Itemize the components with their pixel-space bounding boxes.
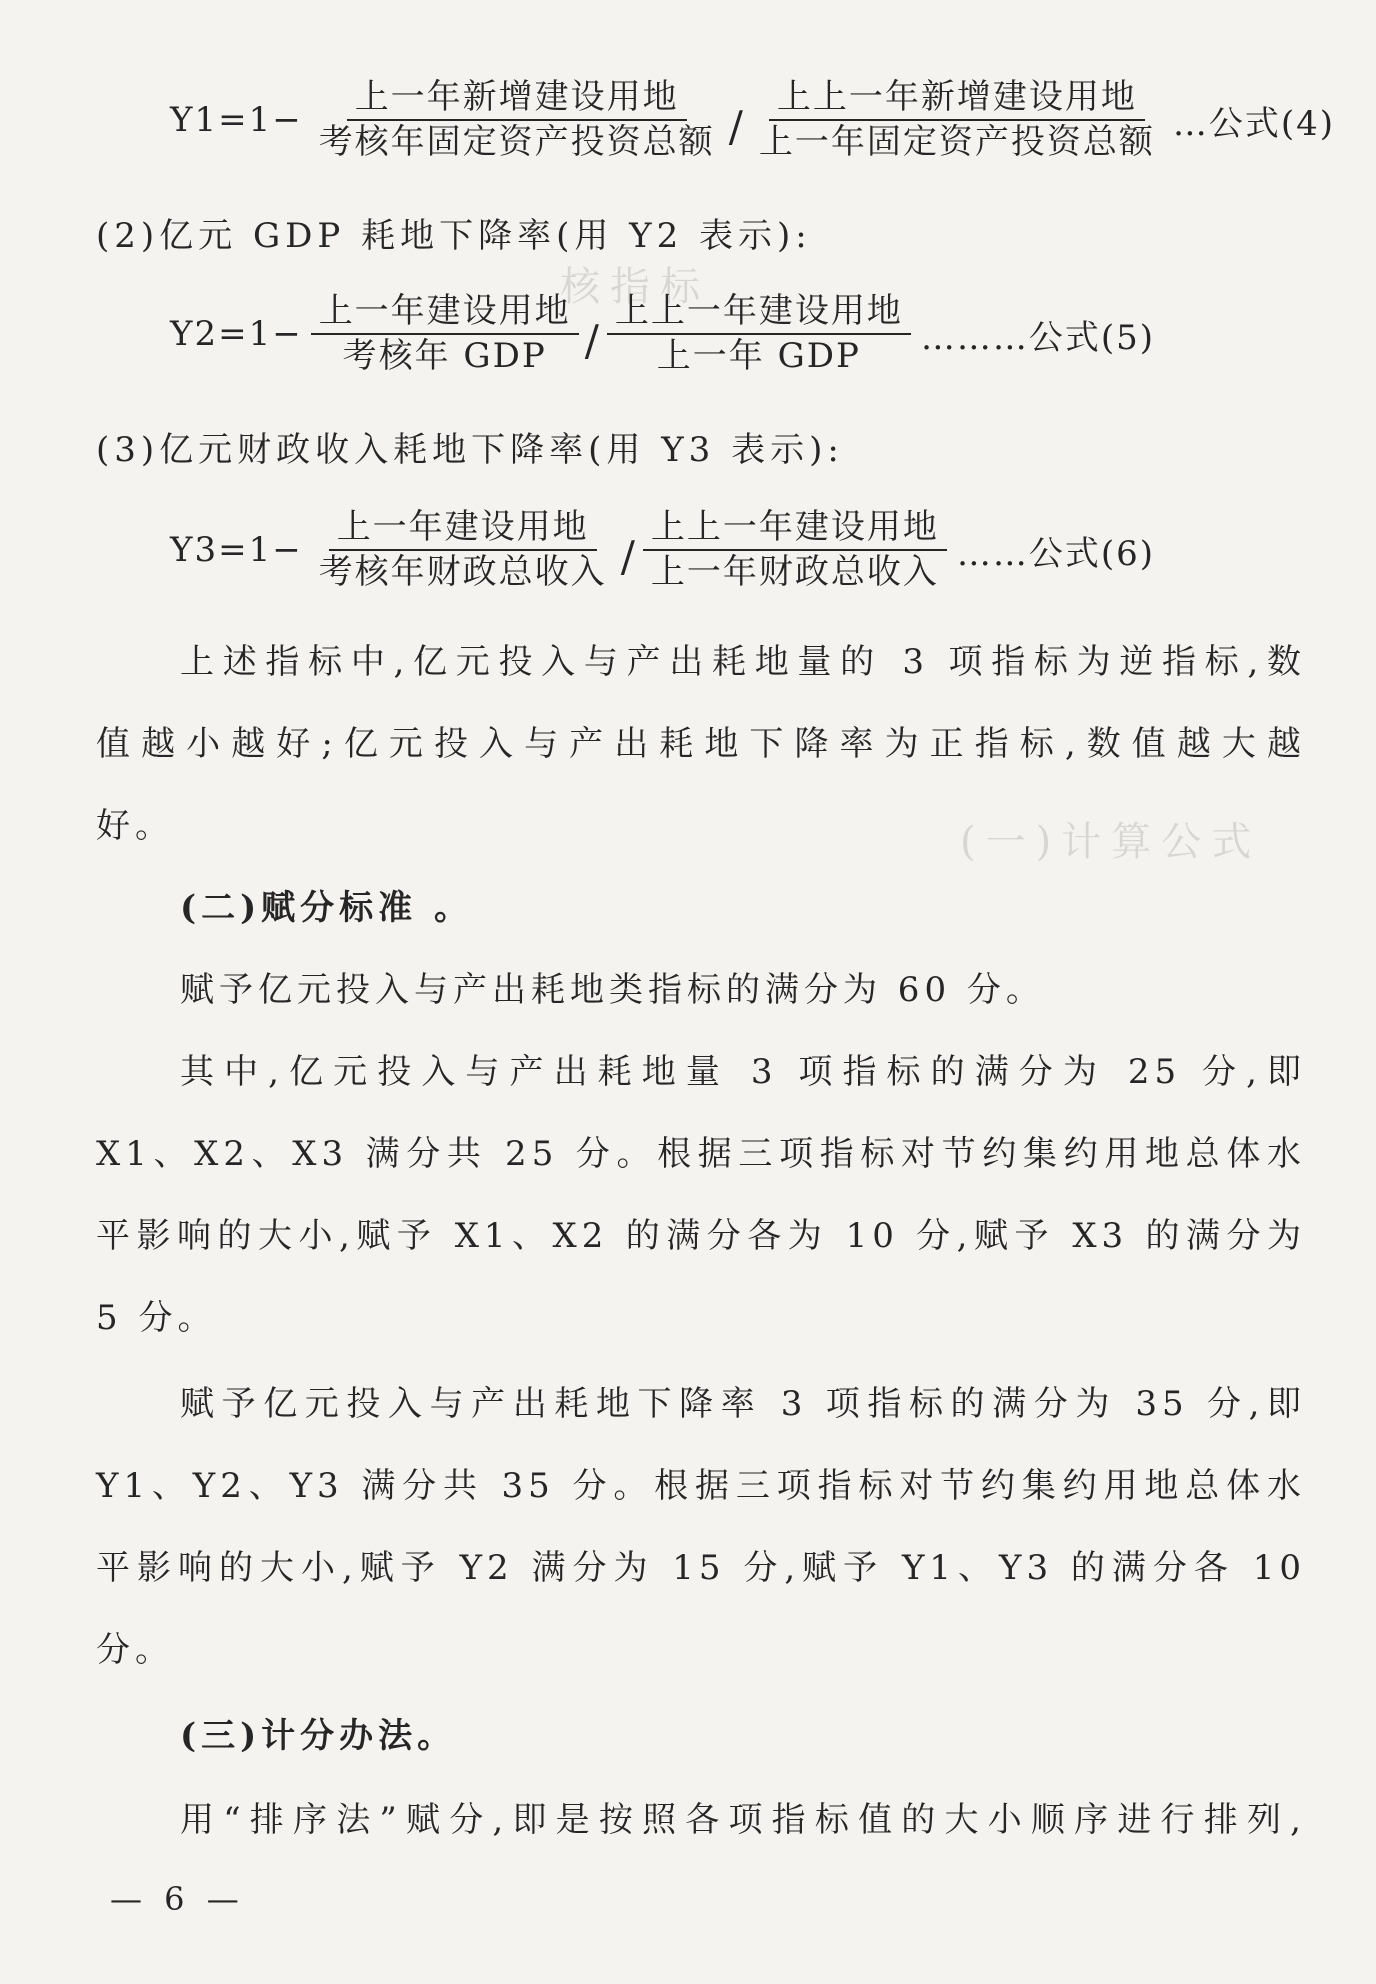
fraction	[311, 508, 615, 592]
section-heading: (二)赋分标准 。	[180, 888, 474, 928]
paragraph-line: 赋予亿元投入与产出耗地类指标的满分为 60 分。	[180, 970, 1045, 1010]
bleed-through-text: 核指标	[560, 264, 710, 310]
fraction	[607, 292, 911, 376]
division-slash: /	[620, 531, 637, 581]
numerator: 上上一年建设用地	[643, 508, 947, 551]
paragraph-line: Y1、Y2、Y3 满分共 35 分。根据三项指标对节约集约用地总体水	[96, 1466, 1306, 1506]
formula-lhs: Y3=1−	[170, 530, 303, 571]
paragraph-line: 其中,亿元投入与产出耗地量 3 项指标的满分为 25 分,即	[180, 1052, 1306, 1092]
numerator: 上上一年建设用地	[607, 292, 911, 335]
paragraph-line: 平影响的大小,赋予 X1、X2 的满分各为 10 分,赋予 X3 的满分为	[96, 1216, 1306, 1256]
fraction	[311, 292, 579, 376]
numerator: 上一年新增建设用地	[347, 78, 687, 121]
numerator: 上上一年新增建设用地	[769, 78, 1145, 121]
formula-lhs: Y2=1−	[170, 314, 303, 355]
division-slash: /	[728, 101, 745, 151]
denominator: 上一年 GDP	[656, 336, 861, 377]
fraction	[751, 78, 1163, 162]
formula-y1	[170, 78, 1335, 162]
paragraph-line: 上述指标中,亿元投入与产出耗地量的 3 项指标为逆指标,数	[180, 642, 1306, 682]
paragraph-line: 用“排序法”赋分,即是按照各项指标值的大小顺序进行排列,	[180, 1800, 1306, 1840]
paragraph-line: 值越小越好;亿元投入与产出耗地下降率为正指标,数值越大越	[96, 724, 1306, 764]
numerator: 上一年建设用地	[329, 508, 597, 551]
formula-lhs: Y1=1−	[170, 100, 303, 141]
paragraph-line: X1、X2、X3 满分共 25 分。根据三项指标对节约集约用地总体水	[96, 1134, 1306, 1174]
denominator: 考核年固定资产投资总额	[318, 122, 715, 163]
formula-label: ……公式(6)	[956, 533, 1156, 574]
bleed-through-text: (一)计算公式	[960, 819, 1262, 865]
denominator: 上一年财政总收入	[650, 552, 939, 593]
paragraph-line: 好。	[96, 806, 174, 846]
formula-y3	[170, 508, 1155, 592]
formula-y2	[170, 292, 1155, 376]
page-number: — 6 —	[110, 1880, 245, 1918]
fraction	[643, 508, 947, 592]
heading-y2: (2)亿元 GDP 耗地下降率(用 Y2 表示):	[96, 216, 812, 256]
paragraph-line: 分。	[96, 1630, 174, 1670]
formula-label: …公式(4)	[1172, 103, 1336, 144]
denominator: 考核年 GDP	[342, 336, 547, 377]
paragraph-line: 5 分。	[96, 1298, 217, 1338]
division-slash: /	[584, 315, 601, 365]
formula-label: ………公式(5)	[920, 317, 1156, 358]
heading-y3: (3)亿元财政收入耗地下降率(用 Y3 表示):	[96, 430, 844, 470]
denominator: 上一年固定资产投资总额	[758, 122, 1155, 163]
numerator: 上一年建设用地	[311, 292, 579, 335]
paragraph-line: 赋予亿元投入与产出耗地下降率 3 项指标的满分为 35 分,即	[180, 1384, 1306, 1424]
paragraph-line: 平影响的大小,赋予 Y2 满分为 15 分,赋予 Y1、Y3 的满分各 10	[96, 1548, 1306, 1588]
section-heading: (三)计分办法。	[180, 1716, 457, 1756]
denominator: 考核年财政总收入	[318, 552, 607, 593]
fraction	[311, 78, 723, 162]
